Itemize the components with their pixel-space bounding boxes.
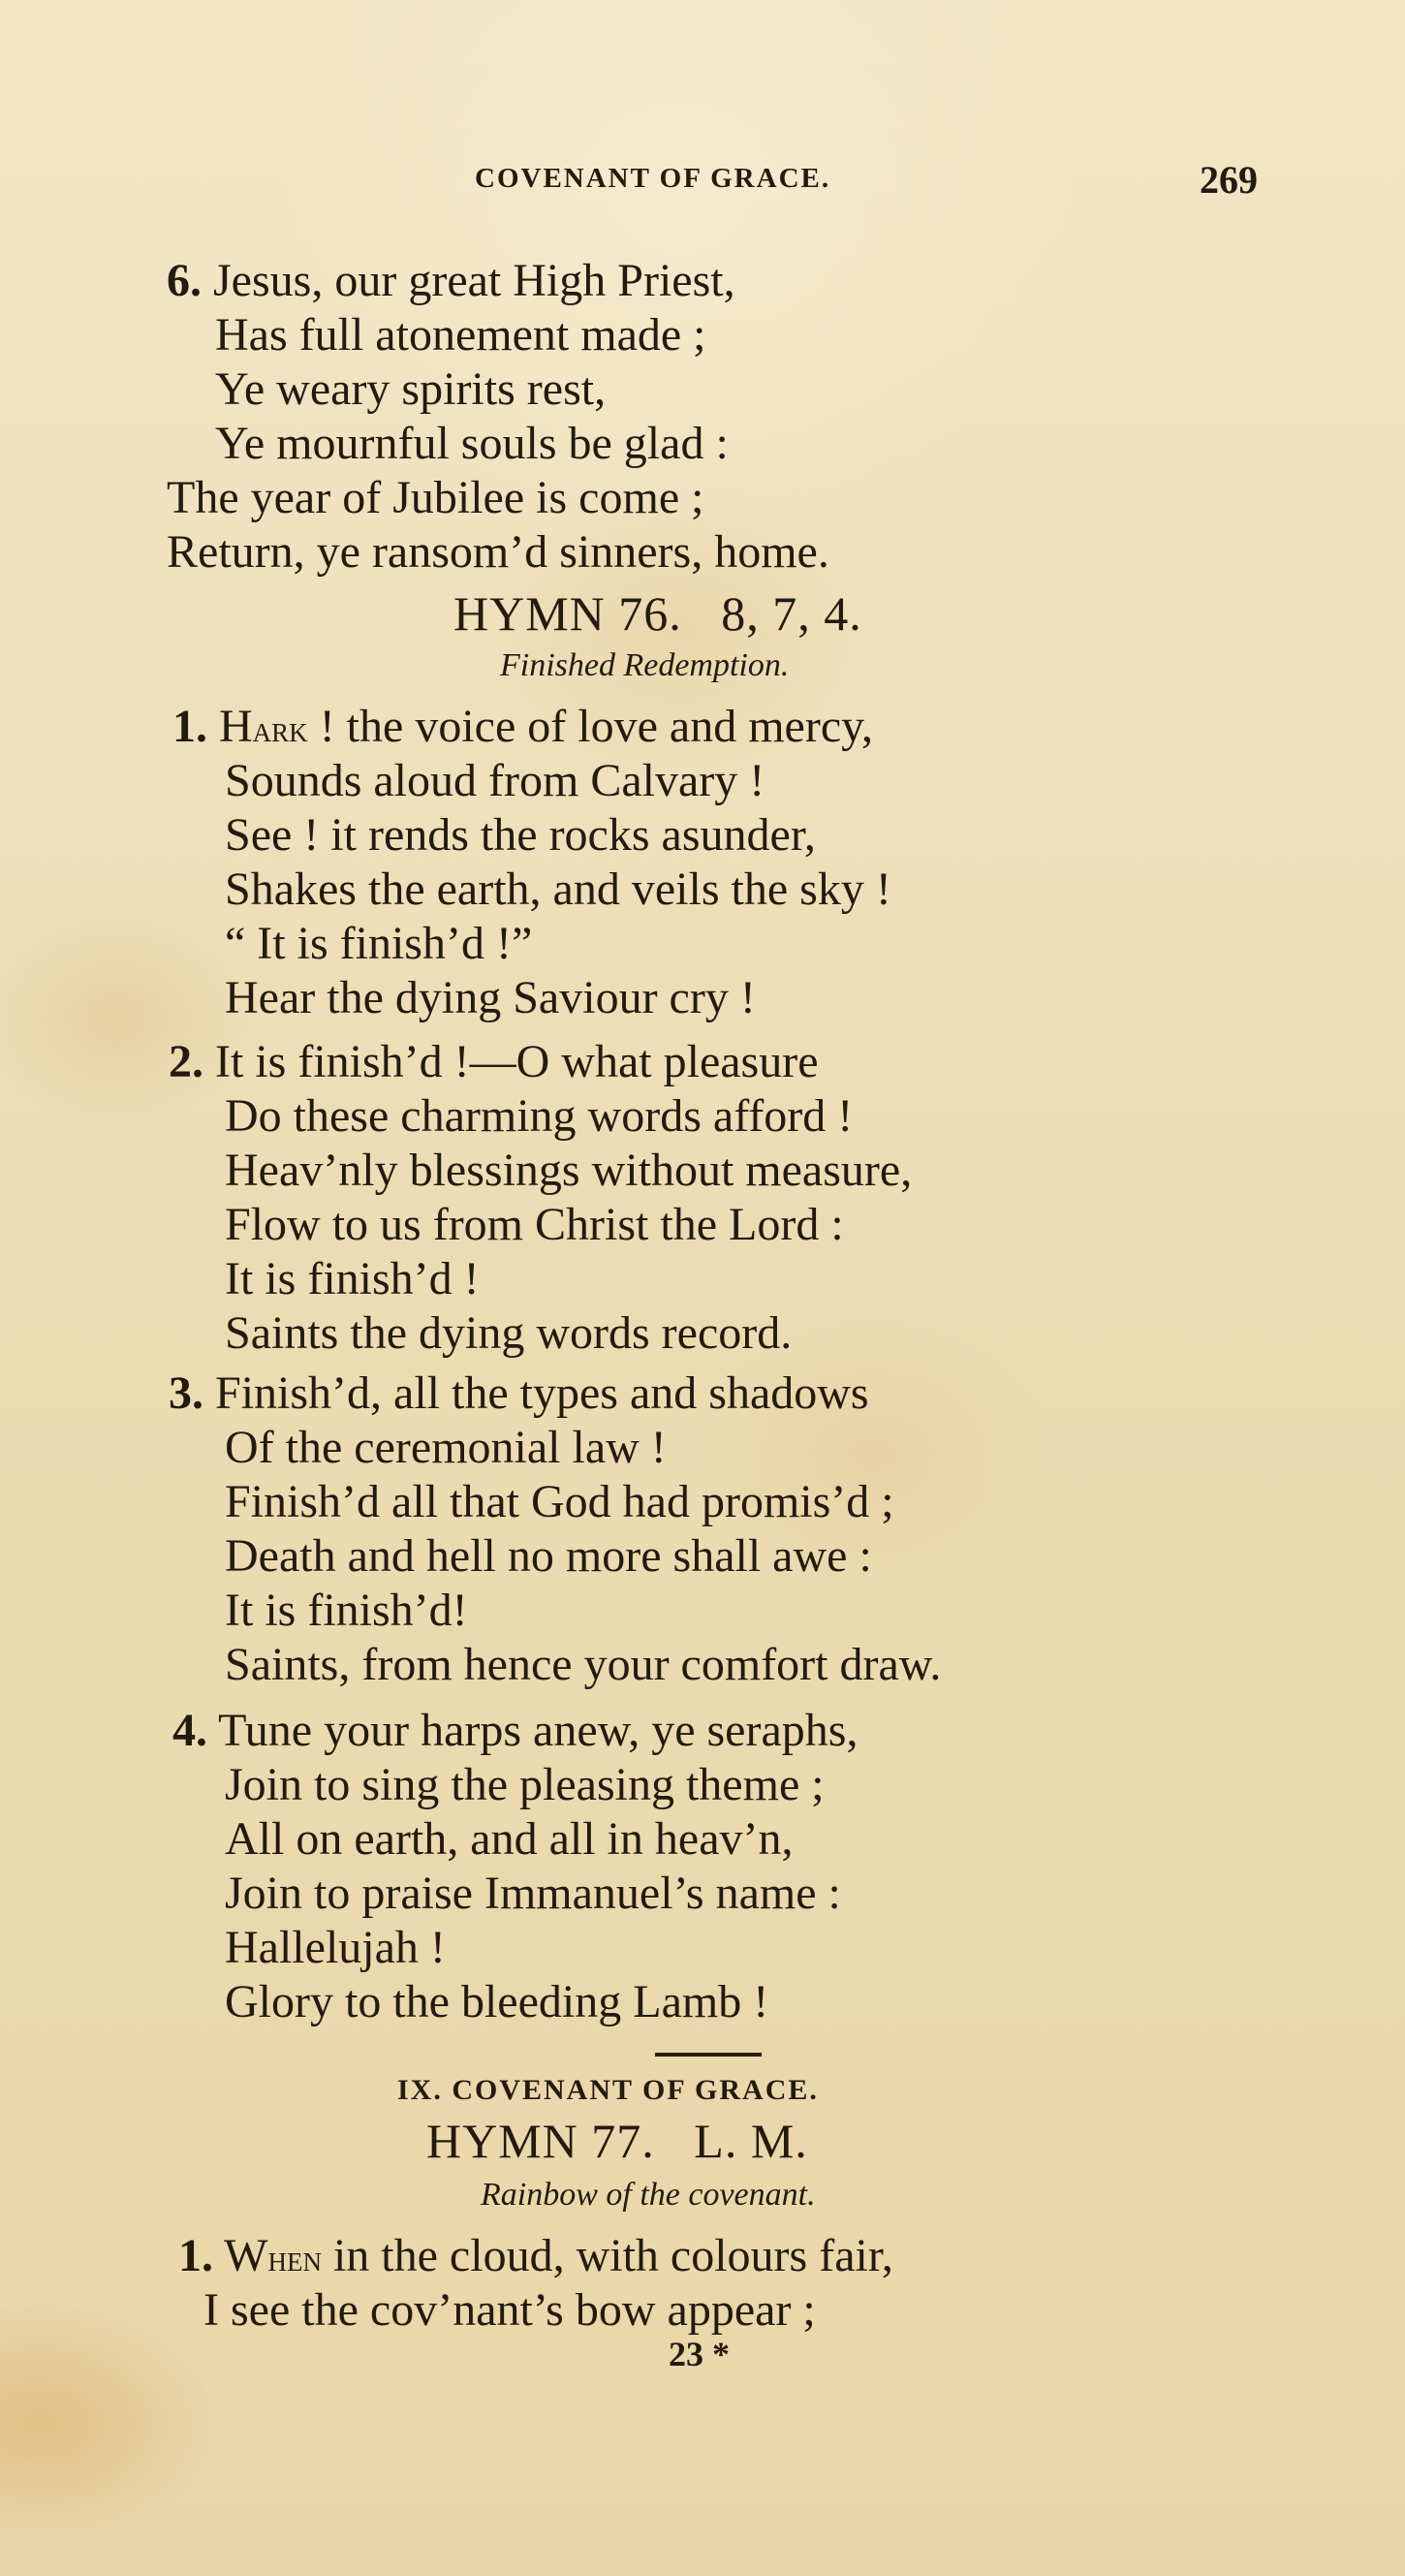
hymn-number: HYMN 77. (426, 2114, 655, 2168)
hymn-76-subtitle: Finished Redemption. (500, 647, 790, 683)
verse-text: Jesus, our great High Priest, (213, 255, 735, 306)
verse-line: Join to praise Immanuel’s name : (225, 1868, 841, 1919)
verse-line: All on earth, and all in heav’n, (225, 1813, 794, 1865)
verse-line: Death and hell no more shall awe : (225, 1530, 872, 1582)
small-caps-word: ark (252, 709, 308, 750)
verse-line: “ It is finish’d !” (225, 918, 533, 969)
verse-text: in the cloud, with colours fair, (321, 2230, 893, 2281)
hymn-76-title (453, 585, 862, 642)
verse-line: Hallelujah ! (225, 1922, 446, 1973)
hymn-77-subtitle: Rainbow of the covenant. (481, 2177, 816, 2213)
hymn-meter: 8, 7, 4. (721, 586, 862, 641)
verse-line: Glory to the bleeding Lamb ! (225, 1976, 769, 2027)
hymn-meter: L. M. (694, 2114, 808, 2168)
verse-line: Hear the dying Saviour cry ! (225, 972, 756, 1023)
verse-number: 4. (172, 1705, 207, 1756)
verse-text: Tune your harps anew, ye seraphs, (218, 1705, 859, 1756)
verse-line: Do these charming words afford ! (225, 1090, 854, 1142)
verse-number: 1. (172, 701, 207, 752)
verse-line (172, 700, 873, 757)
verse-number: 2. (169, 1036, 203, 1087)
verse-text: ! the voice of love and mercy, (307, 701, 873, 752)
verse-line: Sounds aloud from Calvary ! (225, 755, 765, 806)
verse-line (167, 254, 735, 308)
verse-line: Of the ceremonial law ! (225, 1422, 667, 1473)
verse-line: Ye weary spirits rest, (215, 363, 607, 415)
verse-number: 1. (178, 2230, 213, 2281)
verse-line: Finish’d all that God had promis’d ; (225, 1476, 894, 1527)
hymn-number: HYMN 76. (453, 586, 682, 641)
verse-line: Ye mournful souls be glad : (215, 418, 729, 469)
verse-line: Saints, from hence your comfort draw. (225, 1639, 942, 1690)
verse-line: See ! it rends the rocks asunder, (225, 809, 816, 861)
hymn-77-title (426, 2113, 808, 2169)
section-divider (655, 2053, 762, 2057)
running-title: COVENANT OF GRACE. (475, 163, 831, 194)
drop-cap: H (219, 701, 253, 752)
verse-line: The year of Jubilee is come ; (167, 472, 704, 523)
verse-line (178, 2229, 893, 2286)
verse-line (172, 1704, 858, 1758)
page-number: 269 (1200, 158, 1258, 202)
verse-line (169, 1035, 819, 1089)
verse-text: It is finish’d !—O what pleasure (215, 1036, 819, 1087)
small-caps-word: hen (267, 2239, 322, 2279)
verse-line: Return, ye ransom’d sinners, home. (167, 526, 829, 578)
verse-line (169, 1367, 869, 1421)
section-heading: IX. COVENANT OF GRACE. (397, 2074, 819, 2106)
verse-line: Join to sing the pleasing theme ; (225, 1759, 825, 1810)
verse-line: I see the cov’nant’s bow appear ; (203, 2284, 816, 2336)
verse-line: Shakes the earth, and veils the sky ! (225, 864, 891, 915)
verse-line: Has full atonement made ; (215, 309, 706, 361)
verse-line: Heav’nly blessings without measure, (225, 1145, 913, 1196)
verse-number: 3. (169, 1367, 203, 1419)
drop-cap: W (224, 2230, 268, 2281)
verse-number: 6. (167, 255, 202, 306)
verse-line: It is finish’d ! (225, 1253, 480, 1304)
verse-line: Flow to us from Christ the Lord : (225, 1199, 844, 1250)
signature-mark: 23 * (669, 2335, 730, 2373)
verse-line: Saints the dying words record. (225, 1307, 793, 1359)
verse-line: It is finish’d! (225, 1585, 468, 1636)
verse-text: Finish’d, all the types and shadows (215, 1367, 869, 1419)
